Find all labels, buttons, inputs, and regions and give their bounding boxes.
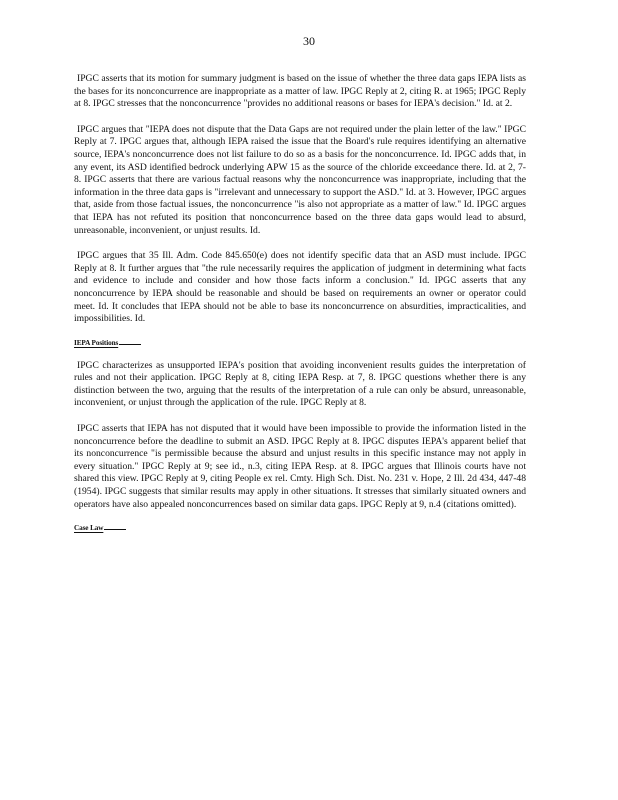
heading-underline (119, 344, 141, 345)
section-heading (74, 524, 526, 532)
paragraph: IPGC argues that "IEPA does not dispute that the Data Gaps are not required under the plain letter of the law." IPGC Reply at 7. IPGC argues that, although IEPA raised the issue that the Board's rule requires identifying an alternative source, IEPA's nonconcurrence does not list failure to do so as a basis for the nonconcurrence. Id. IPGC adds that, in any event, its ASD identified bedrock underlying APW 15 as the source of the chloride exceedance there. Id. at 2, 7-8. IPGC asserts that there are various factual reasons why the nonconcurrence was inappropriate, including that the information in the three data gaps is "irrelevant and unnecessary to support the ASD." Id. at 3. However, IPGC argues that, aside from those factual issues, the nonconcurrence "is also not appropriate as a matter of law." Id. IPGC argues that IEPA has not refuted its position that nonconcurrence based on the three data gaps would lead to absurd, unreasonable, inconvenient, or unjust results. Id. (74, 123, 526, 236)
section-heading (74, 339, 526, 347)
section-heading-text: IEPA Positions (74, 338, 119, 347)
section-heading-text: Case Law (74, 524, 104, 533)
heading-underline (104, 529, 126, 530)
paragraph: IPGC asserts that its motion for summary judgment is based on the issue of whether the three data gaps IEPA lists as the bases for its nonconcurrence are inappropriate as a matter of law. IPGC Reply at 2, citing R. at 1965; IPGC Reply at 8. IPGC stresses that the nonconcurrence "provides no additional reasons or bases for IEPA's decision." Id. at 2. (74, 73, 526, 110)
page-number: 30 (303, 34, 315, 48)
paragraph: IPGC characterizes as unsupported IEPA's position that avoiding inconvenient results guides the interpretation of rules and not their application. IPGC Reply at 8, citing IEPA Resp. at 7, 8. IPGC questions whether there is any distinction between the two, arguing that the results of the interpretation of a rule can only be absurd, unreasonable, inconvenient, or unjust through the application of the rule. IPGC Reply at 8. (74, 359, 526, 409)
body-text (74, 73, 526, 545)
paragraph: IPGC asserts that IEPA has not disputed that it would have been impossible to provide the information listed in the nonconcurrence before the deadline to submit an ASD. IPGC Reply at 8. IPGC disputes IEPA's apparent belief that its nonconcurrence "is permissible because the absurd and unjust results in this specific instance may not apply in every situation." IPGC Reply at 9; see id., n.3, citing IEPA Resp. at 8. IPGC argues that Illinois courts have not shared this view. IPGC Reply at 9, citing People ex rel. Cmty. High Sch. Dist. No. 231 v. Hope, 2 Ill. 2d 434, 447-48 (1954). IPGC suggests that similar results may apply in other situations. It stresses that similarly situated owners and operators have also appealed nonconcurrences based on similar data gaps. IPGC Reply at 9, n.4 (citations omitted). (74, 423, 526, 510)
paragraph: IPGC argues that 35 Ill. Adm. Code 845.650(e) does not identify specific data that an ASD must include. IPGC Reply at 8. It further argues that "the rule necessarily requires the application of judgment in determining what facts and evidence to include and consider and how those facts inform a conclusion." Id. IPGC asserts that any nonconcurrence by IEPA should be reasonable and should be based on requirements an owner or operator could meet. Id. It concludes that IEPA should not be able to base its nonconcurrence on absurdities, impracticalities, and impossibilities. Id. (74, 250, 526, 325)
